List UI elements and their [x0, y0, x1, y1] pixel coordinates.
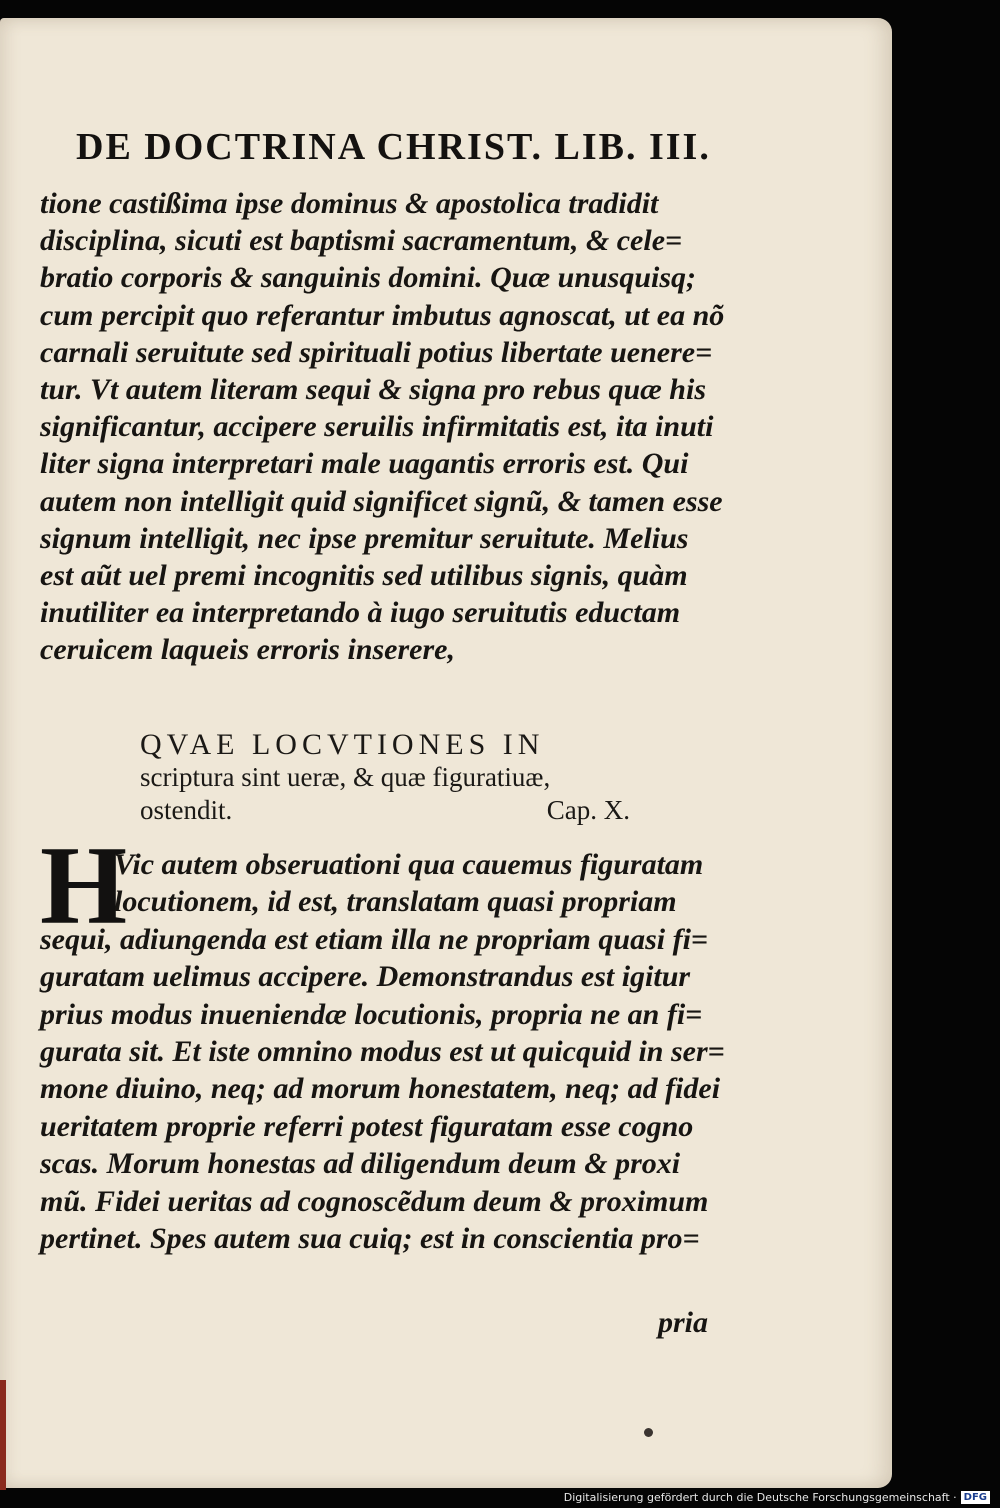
text-line: bratio corporis & sanguinis domini. Quæ unusquisq; — [40, 261, 697, 295]
chapter-number: Cap. X. — [546, 795, 630, 825]
text-line: ceruicem laqueis erroris inserere, — [40, 633, 455, 667]
running-head: DE DOCTRINA CHRIST. LIB. III. — [76, 126, 711, 168]
text-line: mũ. Fidei ueritas ad cognoscẽdum deum & proximum — [40, 1184, 709, 1218]
text-line: autem non intelligit quid significet signũ, & tamen esse — [40, 484, 723, 518]
decorated-initial: H — [40, 824, 128, 948]
text-line: prius modus inueniendæ locutionis, propria ne an fi= — [40, 997, 703, 1031]
text-line: cum percipit quo referantur imbutus agnoscat, ut ea nõ — [40, 298, 725, 332]
paragraph-1 — [40, 185, 740, 668]
text-line: mone diuino, neq; ad morum honestatem, neq; ad fidei — [40, 1072, 721, 1106]
text-line: est aũt uel premi incognitis sed utilibus signis, quàm — [40, 558, 688, 592]
catchword: pria — [658, 1306, 709, 1339]
ornament-dot — [644, 1428, 653, 1437]
chapter-heading-line: scriptura sint ueræ, & quæ figuratiuæ, — [140, 762, 551, 792]
text-line: carnali seruitute sed spirituali potius libertate uenere= — [40, 335, 713, 369]
text-line: ueritatem proprie referri potest figuratam esse cogno — [40, 1109, 694, 1143]
text-line: significantur, accipere seruilis infirmitatis est, ita inuti — [40, 410, 714, 444]
chapter-heading-text: ostendit. — [140, 795, 233, 825]
text-line: signum intelligit, nec ipse premitur seruitute. Melius — [40, 521, 689, 555]
text-line: tur. Vt autem literam sequi & signa pro rebus quæ his — [40, 372, 706, 406]
text-line: tione castißima ipse dominus & apostolica tradidit — [40, 187, 659, 220]
text-line: liter signa interpretari male uagantis erroris est. Qui — [40, 447, 689, 481]
text-line: guratam uelimus accipere. Demonstrandus est igitur — [40, 960, 691, 994]
chapter-heading-line — [140, 794, 630, 827]
footer-text: Digitalisierung gefördert durch die Deutsche Forschungsgemeinschaft · — [563, 1490, 957, 1504]
text-line: gurata sit. Et iste omnino modus est ut quicquid in ser= — [40, 1034, 725, 1068]
text-line: scas. Morum honestas ad diligendum deum & proxi — [40, 1147, 681, 1181]
text-line: disciplina, sicuti est baptismi sacramentum, & cele= — [40, 224, 683, 258]
text-line: Vic autem obseruationi qua cauemus figuratam — [114, 848, 704, 881]
chapter-heading — [140, 728, 640, 827]
binding-edge — [0, 1380, 6, 1490]
paragraph-2 — [40, 846, 740, 1257]
chapter-heading-title: QVAE LOCVTIONES IN — [140, 728, 545, 761]
text-line: pertinet. Spes autem sua cuiq; est in conscientia pro= — [40, 1221, 700, 1255]
text-line: inutiliter ea interpretando à iugo seruitutis eductam — [40, 596, 681, 630]
text-line: sequi, adiungenda est etiam illa ne propriam quasi fi= — [40, 922, 708, 956]
digitization-footer — [564, 1489, 990, 1505]
text-line: locutionem, id est, translatam quasi propriam — [114, 885, 677, 919]
dfg-logo: DFG — [961, 1491, 990, 1504]
